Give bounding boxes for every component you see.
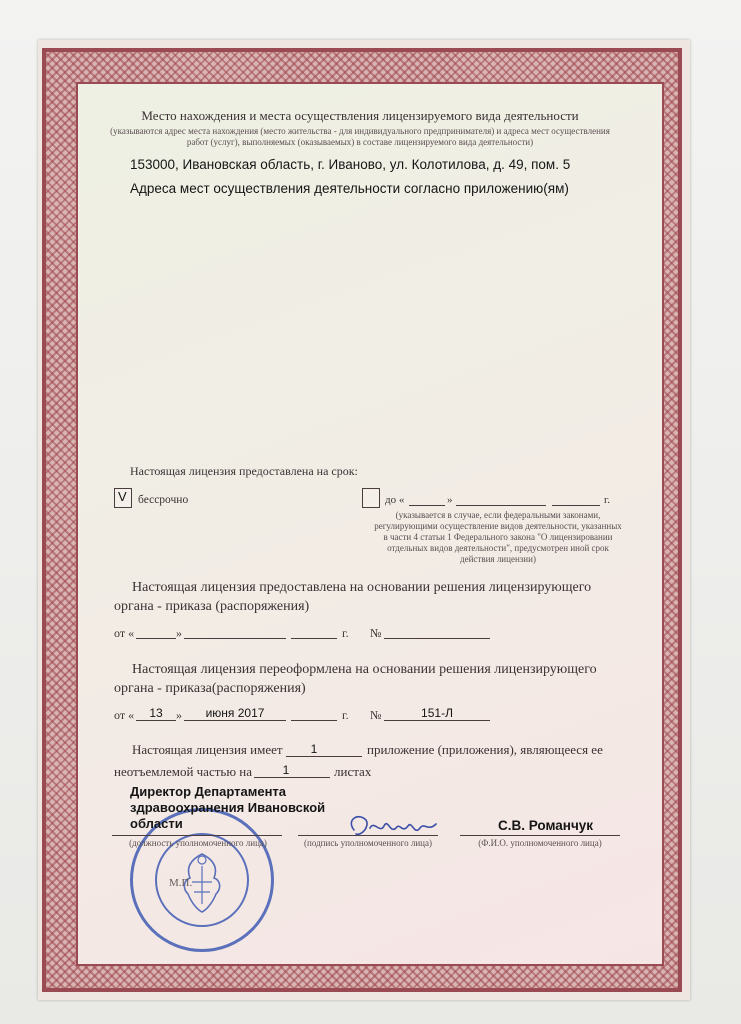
grant-month-field (184, 638, 286, 639)
seal-mark: М.П. (169, 877, 193, 889)
until-suffix: г. (604, 494, 611, 506)
reissue-from-prefix: от « (114, 708, 135, 722)
location-heading: Место нахождения и места осуществления лицензируемого вида деятельности (141, 108, 579, 123)
appendix-count: 1 (310, 742, 318, 756)
license-address: 153000, Ивановская область, г. Иваново, ул. Колотилова, д. 49, пом. 5 (130, 157, 571, 172)
check-mark: V (118, 489, 127, 504)
reissue-day-field (136, 720, 176, 721)
reissue-month-year: июня 2017 (205, 706, 265, 720)
until-day-field (409, 505, 445, 506)
grant-year-suffix: г. (342, 626, 349, 640)
until-note: (указывается в случае, если федеральными законами, регулирующими осуществление видов деятельности, указанных в части 4 статьи 1 Федерального закона "О лицензировании отдельных видов деятельности", предусмотрен иной срок действия лицензии) (374, 510, 622, 564)
grant-from-prefix: от « (114, 626, 135, 640)
reissue-number-label: № (370, 708, 382, 722)
reissue-year-field (291, 720, 337, 721)
reissue-from-mid: » (176, 708, 182, 722)
name-caption: (Ф.И.О. уполномоченного лица) (478, 838, 602, 848)
until-prefix: до « (385, 494, 405, 506)
reissue-year-suffix: г. (342, 708, 349, 722)
until-year-field (552, 505, 600, 506)
term-label: Настоящая лицензия предоставлена на срок: (130, 464, 358, 478)
appendix-text-mid: приложение (приложения), являющееся ее (367, 742, 603, 757)
grant-number-field (384, 638, 490, 639)
until-mid: » (447, 494, 453, 506)
appendix-sheets-label: листах (334, 764, 372, 779)
appendix-sheets: 1 (282, 763, 290, 777)
grant-day-field (136, 638, 176, 639)
appendix-sheets-field (254, 777, 330, 778)
grant-year-field (291, 638, 337, 639)
grant-text: Настоящая лицензия предоставлена на основании решения лицензирующего органа - приказа (распоряжения) (114, 580, 592, 614)
location-note: (указываются адрес места нахождения (место жительства - для индивидуального предпринимателя) и адреса мест осуществления работ (услуг), выполняемых (оказываемых) в составе лицензируемого вида деятельности) (110, 126, 610, 147)
until-month-field (456, 505, 546, 506)
reissue-day: 13 (149, 706, 163, 720)
reissue-number-field (384, 720, 490, 721)
grant-from-mid: » (176, 626, 182, 640)
position-caption: (должность уполномоченного лица) (129, 838, 267, 848)
signer-position: Директор Департамента здравоохранения Ивановской области (130, 784, 326, 831)
indefinite-checkbox (114, 488, 132, 508)
signer-name: С.В. Романчук (498, 818, 594, 833)
activity-places: Адреса мест осуществления деятельности согласно приложению(ям) (130, 181, 569, 196)
appendix-text-start: Настоящая лицензия имеет (132, 742, 283, 757)
reissue-month-field (184, 720, 286, 721)
reissue-text: Настоящая лицензия переоформлена на основании решения лицензирующего органа - приказа(распоряжения) (114, 662, 597, 696)
reissue-number: 151-Л (421, 706, 453, 720)
name-line (460, 835, 620, 836)
signature-caption: (подпись уполномоченного лица) (304, 838, 432, 848)
grant-number-label: № (370, 626, 382, 640)
position-line (112, 835, 282, 836)
appendix-count-field (286, 756, 362, 757)
indefinite-label: бессрочно (138, 494, 189, 506)
signature-line (298, 835, 438, 836)
appendix-text-line2: неотъемлемой частью на (114, 764, 253, 779)
until-checkbox (362, 488, 380, 508)
